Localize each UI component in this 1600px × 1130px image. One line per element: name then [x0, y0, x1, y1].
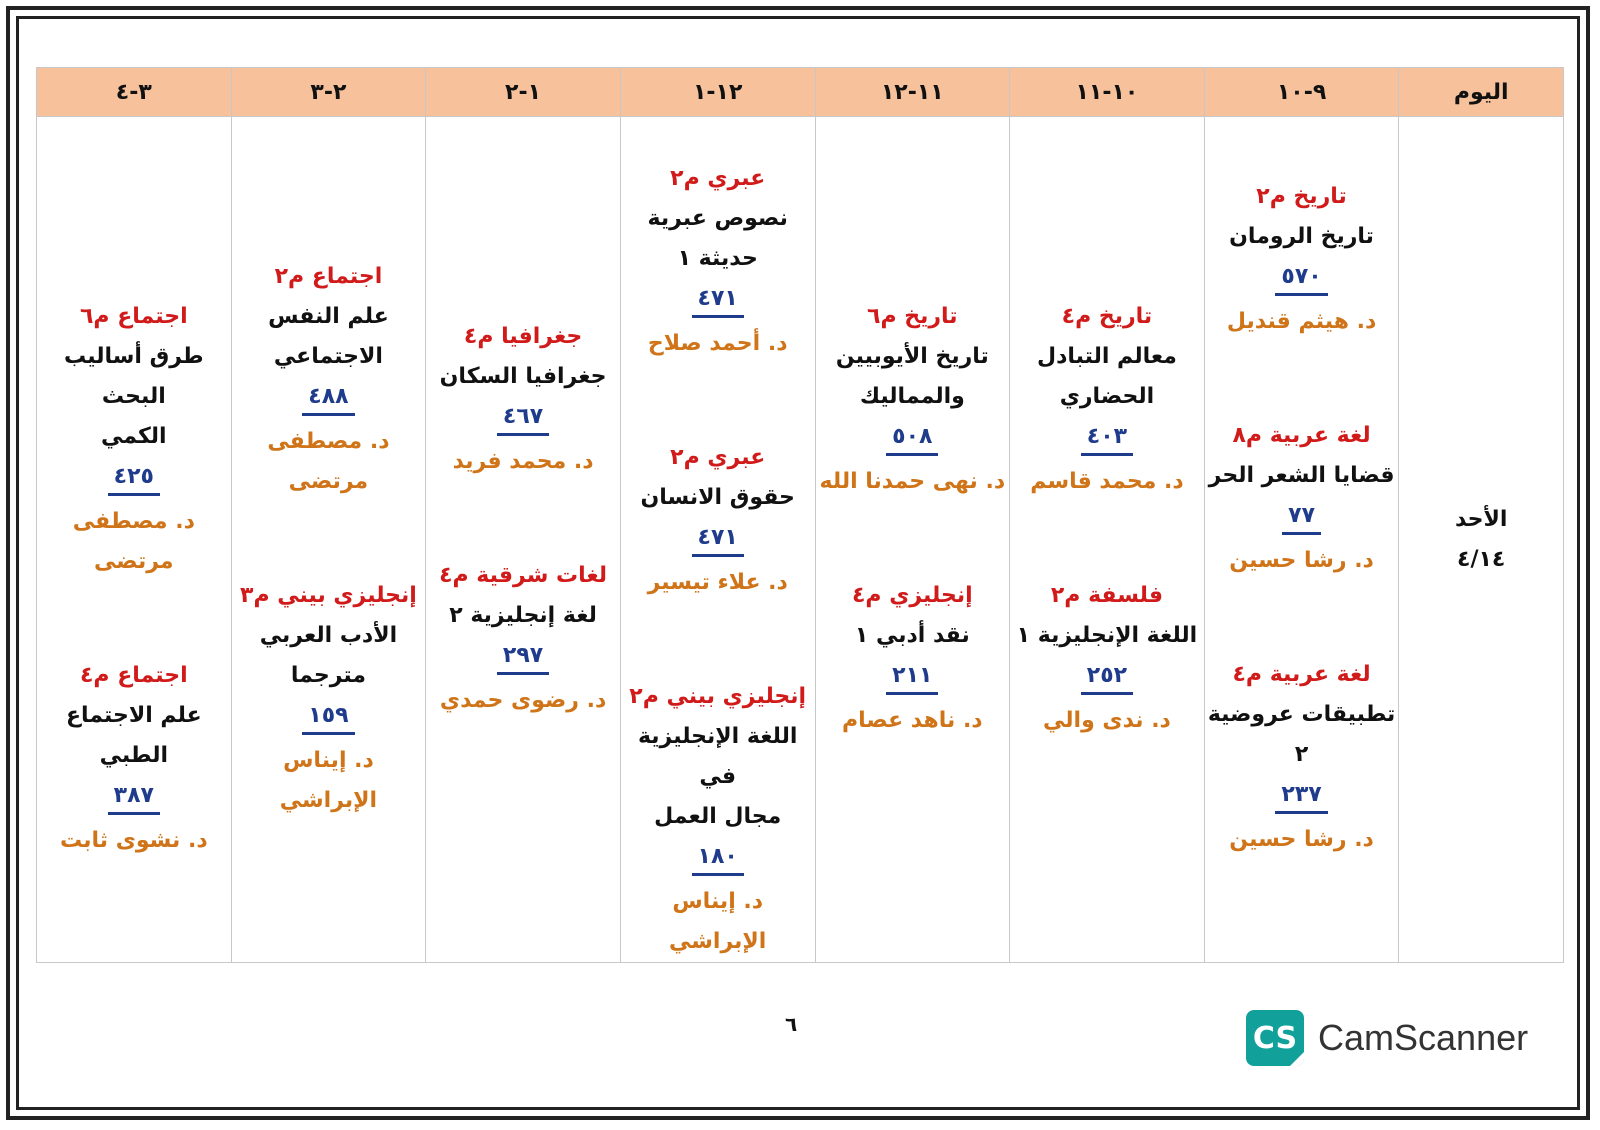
room-number: ٢١١ [886, 660, 938, 695]
course-title: نصوص عبرية [647, 206, 788, 231]
course-block [440, 317, 607, 482]
slot-cell [620, 117, 815, 963]
course-code: عبري م٢ [670, 166, 766, 191]
course-title: اللغة الإنجليزية في [637, 724, 798, 789]
room-number: ٤٧١ [692, 283, 744, 318]
course-title: علم النفس [268, 304, 389, 329]
room-number: ٢٣٧ [1275, 779, 1327, 814]
course-code: اجتماع م٢ [274, 264, 383, 289]
course-block [232, 576, 426, 821]
slot-cell [1204, 117, 1399, 963]
room-number: ٤٦٧ [497, 401, 549, 436]
course-code: جغرافيا م٤ [463, 324, 583, 349]
room-number: ٧٧ [1282, 500, 1321, 535]
course-code: إنجليزي م٤ [851, 583, 973, 608]
camscanner-logo [1246, 1010, 1528, 1066]
course-block [439, 556, 607, 721]
course-title: والمماليك [859, 384, 965, 409]
slot-cell [815, 117, 1010, 963]
room-number: ١٥٩ [302, 700, 354, 735]
camscanner-wordmark: CamScanner [1318, 1017, 1529, 1058]
course-code: تاريخ م٤ [1061, 304, 1153, 329]
slot-cell [426, 117, 621, 963]
course-code: لغات شرقية م٤ [439, 563, 608, 588]
course-code: تاريخ م٢ [1256, 184, 1347, 209]
day-name: الأحد [1454, 506, 1508, 532]
header-slot-3-4: ٣-٤ [37, 68, 232, 117]
course-title: الكمي [101, 424, 167, 449]
course-block [1017, 576, 1198, 741]
course-title: طرق أساليب البحث [63, 344, 204, 409]
room-number: ٤٠٣ [1081, 421, 1133, 456]
course-block [37, 656, 231, 861]
course-code: إنجليزي بيني م٣ [240, 583, 417, 608]
course-code: إنجليزي بيني م٢ [629, 684, 807, 709]
doctor-name: د. مصطفى مرتضى [72, 509, 195, 574]
course-title: تاريخ الرومان [1229, 224, 1374, 249]
header-slot-9-10: ٩-١٠ [1204, 68, 1399, 117]
doctor-name: د. رشا حسين [1229, 548, 1374, 573]
course-code: تاريخ م٦ [867, 304, 958, 329]
course-title: مجال العمل [654, 804, 782, 829]
doctor-name: د. أحمد صلاح [647, 331, 788, 356]
room-number: ٢٩٧ [497, 640, 549, 675]
room-number: ٤٢٥ [108, 461, 160, 496]
camscanner-badge-icon [1246, 1010, 1304, 1066]
header-day: اليوم [1399, 68, 1564, 117]
slot-cell [37, 117, 232, 963]
course-block [820, 297, 1006, 502]
doctor-name: د. محمد قاسم [1030, 469, 1184, 494]
course-block [1030, 297, 1183, 502]
room-number: ٤٧١ [692, 522, 744, 557]
schedule-table [36, 67, 1564, 963]
doctor-name: د. رشا حسين [1229, 827, 1374, 852]
slot-cell [1010, 117, 1205, 963]
doctor-name: د. هيثم قنديل [1226, 309, 1377, 334]
header-slot-10-11: ١٠-١١ [1010, 68, 1205, 117]
doctor-name: د. إيناس الإبراشي [279, 748, 378, 813]
course-code: اجتماع م٤ [79, 663, 188, 688]
course-title: قضايا الشعر الحر [1208, 463, 1395, 488]
doctor-name: د. علاء تيسير [647, 570, 788, 595]
room-number: ٣٨٧ [108, 780, 160, 815]
room-number: ٥٠٨ [886, 421, 938, 456]
header-slot-11-12: ١١-١٢ [815, 68, 1010, 117]
course-code: لغة عربية م٤ [1232, 662, 1371, 687]
course-title: الحضاري [1059, 384, 1155, 409]
course-title: الاجتماعي [273, 344, 383, 369]
course-code: فلسفة م٢ [1050, 583, 1164, 608]
doctor-name: د. ناهد عصام [842, 708, 983, 733]
course-title: لغة إنجليزية ٢ [449, 603, 597, 628]
slot-cell [231, 117, 426, 963]
course-title: حديثة ١ [677, 246, 758, 271]
course-block [1227, 177, 1376, 342]
doctor-name: د. رضوى حمدي [439, 688, 607, 713]
day-date: ٤/١٤ [1457, 546, 1506, 572]
course-block [621, 677, 815, 962]
course-title: جغرافيا السكان [439, 364, 607, 389]
course-title: مترجما [290, 663, 367, 688]
course-title: معالم التبادل [1037, 344, 1177, 369]
doctor-name: د. نهى حمدنا الله [819, 469, 1006, 494]
course-code: عبري م٢ [670, 445, 766, 470]
day-row [37, 117, 1564, 963]
doctor-name: د. إيناس الإبراشي [669, 889, 767, 954]
course-block [1209, 416, 1395, 581]
header-row [37, 68, 1564, 117]
course-title: تطبيقات عروضية [1207, 702, 1396, 727]
course-block [37, 297, 231, 582]
course-title: اللغة الإنجليزية ١ [1016, 623, 1198, 648]
doctor-name: د. محمد فريد [452, 449, 594, 474]
header-slot-1-2: ١-٢ [426, 68, 621, 117]
doctor-name: د. مصطفى مرتضى [267, 429, 390, 494]
room-number: ٤٨٨ [302, 381, 354, 416]
doctor-name: د. ندى والي [1043, 708, 1171, 733]
course-block [232, 257, 426, 502]
course-title: حقوق الانسان [640, 485, 795, 510]
course-title: نقد أدبي ١ [854, 623, 970, 648]
room-number: ١٨٠ [692, 841, 744, 876]
course-block [648, 159, 788, 364]
course-title: الأدب العربي [259, 623, 398, 648]
page-number: ٦ [785, 1012, 798, 1036]
course-title: ٢ [1294, 742, 1309, 767]
doctor-name: د. نشوى ثابت [59, 828, 208, 853]
course-title: تاريخ الأيوبيين [835, 344, 989, 369]
course-code: اجتماع م٦ [79, 304, 188, 329]
course-title: علم الاجتماع الطبي [65, 703, 202, 768]
course-block [1208, 655, 1395, 860]
room-number: ٢٥٢ [1081, 660, 1133, 695]
header-slot-2-3: ٢-٣ [231, 68, 426, 117]
course-block [842, 576, 983, 741]
course-block [640, 438, 794, 603]
day-cell [1399, 117, 1564, 963]
header-slot-12-1: ١٢-١ [620, 68, 815, 117]
camscanner-badge-text: CS [1252, 1020, 1298, 1056]
room-number: ٥٧٠ [1275, 261, 1327, 296]
course-code: لغة عربية م٨ [1232, 423, 1371, 448]
